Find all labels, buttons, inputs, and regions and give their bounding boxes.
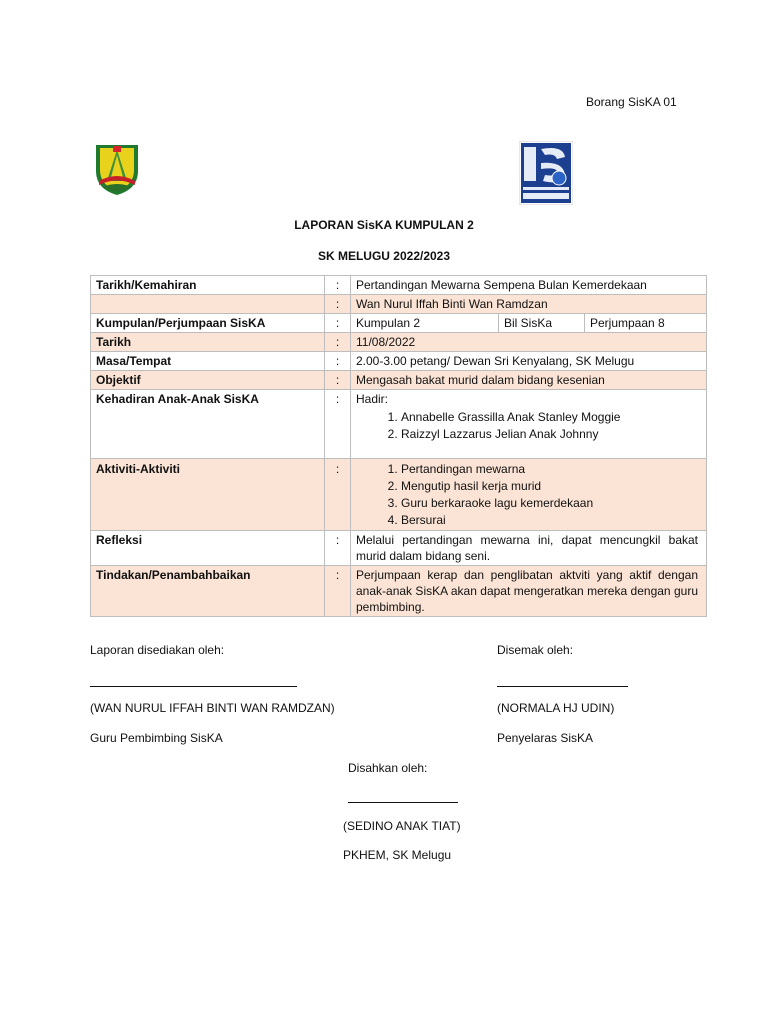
row-colon: : bbox=[325, 333, 351, 352]
prepared-by-name: (WAN NURUL IFFAH BINTI WAN RAMDZAN) bbox=[90, 701, 335, 715]
list-item: 4. Bersurai bbox=[401, 512, 701, 529]
row-value: 2.00-3.00 petang/ Dewan Sri Kenyalang, SK Melugu bbox=[351, 352, 707, 371]
list-item: 1. Annabelle Grassilla Anak Stanley Moggie bbox=[401, 409, 701, 426]
list-item: 2. Raizzyl Lazzarus Jelian Anak Johnny bbox=[401, 426, 701, 443]
checked-by-label: Disemak oleh: bbox=[497, 643, 574, 657]
prepared-by-label: Laporan disediakan oleh: bbox=[90, 643, 225, 657]
row-value: Kumpulan 2 bbox=[351, 314, 499, 333]
row-value: 11/08/2022 bbox=[351, 333, 707, 352]
checked-by-name: (NORMALA HJ UDIN) bbox=[497, 701, 615, 715]
school-crest-icon bbox=[93, 141, 141, 197]
table-row-aktiviti bbox=[91, 459, 707, 531]
row-colon: : bbox=[325, 531, 351, 566]
table-row-kumpulan bbox=[91, 314, 707, 333]
row-colon: : bbox=[325, 566, 351, 617]
row-colon: : bbox=[325, 390, 351, 459]
row-value bbox=[351, 390, 707, 459]
row-value: Perjumpaan kerap dan penglibatan aktviti yang aktif dengan anak-anak SisKA akan dapat mengeratkan mereka dengan guru pembimbing. bbox=[351, 566, 707, 617]
table-row-tindakan bbox=[91, 566, 707, 617]
table-row-tarikh bbox=[91, 333, 707, 352]
row-colon: : bbox=[325, 295, 351, 314]
table-row-kehadiran bbox=[91, 390, 707, 459]
row-label bbox=[91, 295, 325, 314]
report-title: LAPORAN SisKA KUMPULAN 2 bbox=[294, 218, 474, 232]
row-label: Masa/Tempat bbox=[91, 352, 325, 371]
list-item: 1. Pertandingan mewarna bbox=[401, 461, 701, 478]
row-label: Tindakan/Penambahbaikan bbox=[91, 566, 325, 617]
perjumpaan-value: Perjumpaan 8 bbox=[585, 314, 707, 333]
prepared-by-role: Guru Pembimbing SisKA bbox=[90, 731, 223, 745]
aktiviti-list bbox=[356, 461, 701, 529]
table-row-masa bbox=[91, 352, 707, 371]
row-label: Aktiviti-Aktiviti bbox=[91, 459, 325, 531]
table-row-nama bbox=[91, 295, 707, 314]
row-value bbox=[351, 459, 707, 531]
table-row-refleksi bbox=[91, 531, 707, 566]
prepared-signature-line bbox=[90, 686, 297, 687]
kehadiran-list bbox=[356, 409, 701, 443]
siska-25-logo-icon bbox=[519, 141, 573, 205]
school-session-title: SK MELUGU 2022/2023 bbox=[317, 249, 451, 263]
row-label: Refleksi bbox=[91, 531, 325, 566]
row-label: Kehadiran Anak-Anak SisKA bbox=[91, 390, 325, 459]
list-item: 3. Guru berkaraoke lagu kemerdekaan bbox=[401, 495, 701, 512]
row-colon: : bbox=[325, 314, 351, 333]
row-value: Melalui pertandingan mewarna ini, dapat mencungkil bakat murid dalam bidang seni. bbox=[351, 531, 707, 566]
table-row-objektif bbox=[91, 371, 707, 390]
list-item: 2. Mengutip hasil kerja murid bbox=[401, 478, 701, 495]
kehadiran-heading: Hadir: bbox=[356, 392, 389, 406]
table-row-tarikh-kemahiran bbox=[91, 276, 707, 295]
report-table bbox=[90, 275, 707, 617]
row-colon: : bbox=[325, 352, 351, 371]
row-value: Wan Nurul Iffah Binti Wan Ramdzan bbox=[351, 295, 707, 314]
form-code: Borang SisKA 01 bbox=[586, 95, 677, 109]
row-colon: : bbox=[325, 276, 351, 295]
bil-siska-label: Bil SisKa bbox=[499, 314, 585, 333]
row-label: Kumpulan/Perjumpaan SisKA bbox=[91, 314, 325, 333]
row-label: Tarikh bbox=[91, 333, 325, 352]
row-value: Pertandingan Mewarna Sempena Bulan Kemerdekaan bbox=[351, 276, 707, 295]
row-colon: : bbox=[325, 459, 351, 531]
approved-by-name: (SEDINO ANAK TIAT) bbox=[343, 819, 461, 833]
checked-signature-line bbox=[497, 686, 628, 687]
checked-by-role: Penyelaras SisKA bbox=[497, 731, 594, 745]
row-colon: : bbox=[325, 371, 351, 390]
approved-by-role: PKHEM, SK Melugu bbox=[343, 848, 452, 862]
row-value: Mengasah bakat murid dalam bidang kesenian bbox=[351, 371, 707, 390]
row-label: Tarikh/Kemahiran bbox=[91, 276, 325, 295]
approved-by-label: Disahkan oleh: bbox=[348, 761, 428, 775]
approved-signature-line bbox=[348, 802, 458, 803]
row-label: Objektif bbox=[91, 371, 325, 390]
